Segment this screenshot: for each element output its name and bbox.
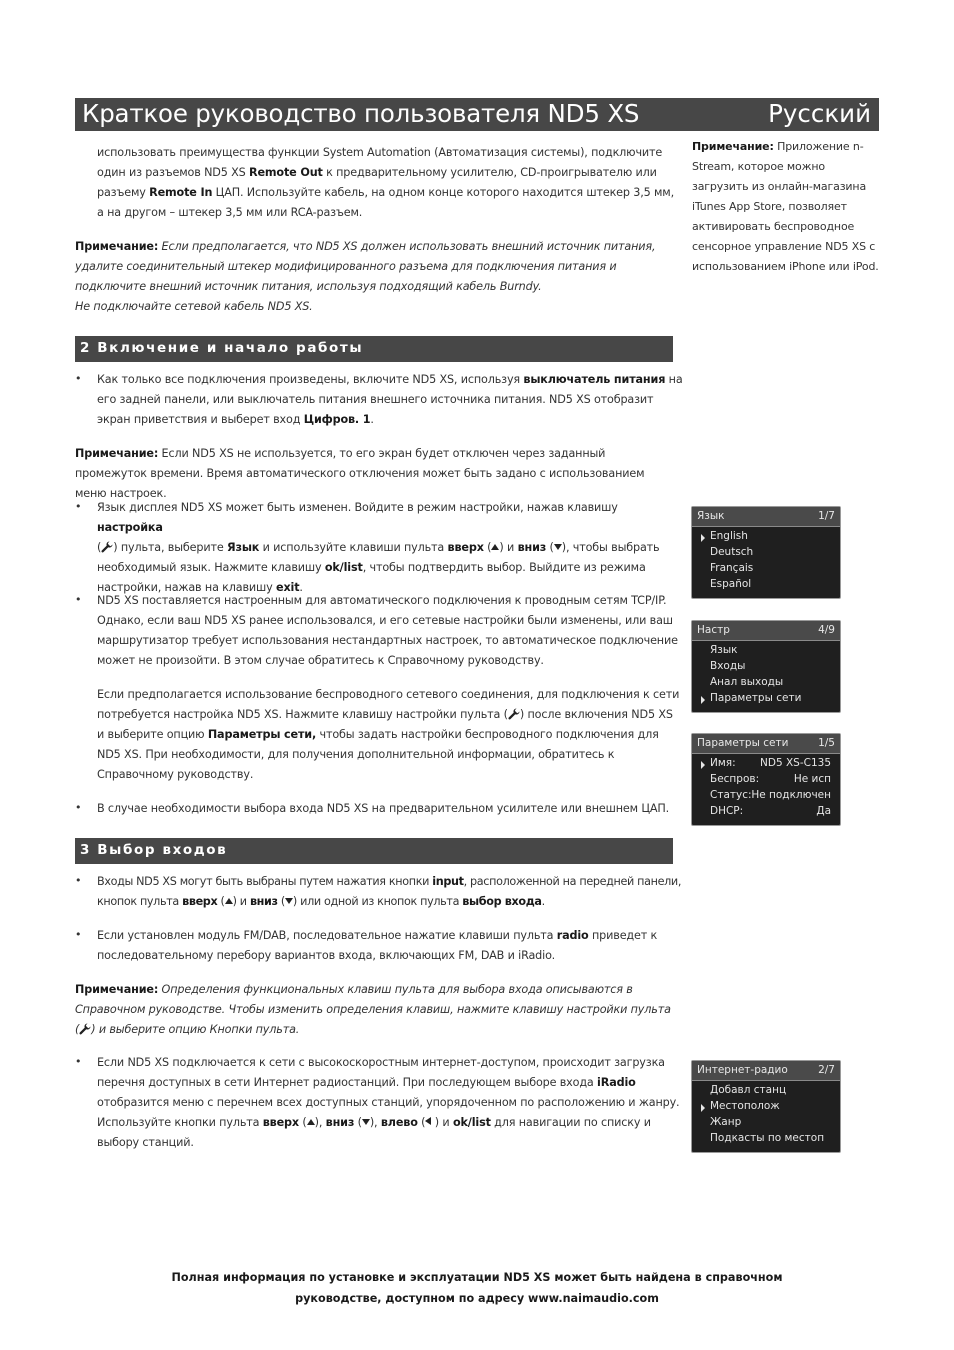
section-2-header bbox=[75, 336, 673, 362]
screen-page-indicator: 1/5 bbox=[818, 737, 835, 749]
arrow-down-icon bbox=[554, 544, 562, 550]
list-item: Если ND5 XS подключается к сети с высокоскоростным интернет-доступом, происходит загрузка перечня доступных в сети Интернет радиостанций. При последующем выборе входа iRadio отобразится меню с перечнем всех доступных станций, упорядоченном по расположению и жанру. Используйте кнопки пульта вверх ( ), вниз ( ), влево ( ) и ok/list для навигации по списку и выбору станций. bbox=[97, 1056, 680, 1149]
screen-title: Параметры сети bbox=[697, 737, 789, 749]
note-remote-keys: Примечание: Определения функциональных клавиш пульта для выбора входа описываются в Справочном руководстве. Чтобы изменить определения клавиш, нажмите клавишу настройки пульта ( ) и выберите опцию Кнопки пульта. bbox=[75, 983, 671, 1036]
selection-arrow-icon bbox=[701, 761, 705, 769]
bullet-marker: • bbox=[75, 593, 82, 606]
bullet-marker: • bbox=[75, 874, 82, 887]
screen-menu-item: Deutsch bbox=[710, 546, 754, 558]
screen-menu-item: English bbox=[692, 530, 840, 546]
intro-paragraph: использовать преимущества функции System Automation (Автоматизация системы), подключите один из разъемов ND5 XS Remote Out к предварительному усилителю, CD-проигрывателю или разъему Remote In ЦАП. Используйте кабель, на одном конце которого находится штекер 3,5 мм, а на другом – штекер 3,5 мм или RCA-разъем. bbox=[97, 146, 675, 219]
selection-arrow-icon bbox=[701, 696, 705, 704]
screen-menu-item: Имя: ND5 XS-C135 bbox=[692, 757, 840, 773]
footer-note bbox=[0, 1267, 954, 1309]
bullet-marker: • bbox=[75, 1055, 82, 1068]
list-item: Язык дисплея ND5 XS может быть изменен. Войдите в режим настройки, нажав клавишу настройка ( ) пульта, выберите Язык и используйте клавиши пульта вверх ( ) и вниз ( ), чтобы выбрать необходимый язык. Нажмите клавишу ok/list, чтобы подтвердить выбор. Выйдите из режима настройки, нажав на клавишу exit. bbox=[97, 501, 660, 594]
header-bar bbox=[75, 98, 879, 131]
bullet-marker: • bbox=[75, 801, 82, 814]
display-screen-setup bbox=[691, 620, 841, 713]
screen-menu-item: Местополож bbox=[692, 1100, 840, 1116]
screen-title: Интернет-радио bbox=[697, 1064, 788, 1076]
section-2-title: 2 Включение и начало работы bbox=[80, 340, 364, 356]
wrench-icon bbox=[79, 1023, 91, 1035]
note-auto-off: Примечание: Если ND5 XS не используется, то его экран будет отключен через заданный промежуток времени. Время автоматического отключения может быть задано с использованием меню настроек. bbox=[75, 447, 645, 500]
screen-page-indicator: 4/9 bbox=[818, 624, 835, 636]
section-3-header bbox=[75, 838, 673, 864]
display-screen-network bbox=[691, 733, 841, 826]
arrow-down-icon bbox=[285, 898, 293, 904]
language-label: Русский bbox=[768, 99, 871, 128]
screen-menu-item: Français bbox=[710, 562, 754, 574]
selection-arrow-icon bbox=[701, 534, 705, 542]
screen-page-indicator: 2/7 bbox=[818, 1064, 835, 1076]
screen-menu-item: DHCP: Да bbox=[710, 805, 831, 817]
display-screen-language bbox=[691, 506, 841, 599]
footer-line-2: руководстве, доступном по адресу www.naimaudio.com bbox=[295, 1292, 659, 1305]
arrow-down-icon bbox=[362, 1119, 370, 1125]
list-item: Как только все подключения произведены, включите ND5 XS, используя выключатель питания на его задней панели, или выключатель питания внешнего источника питания. ND5 XS отобразит экран приветствия и выберет вход Цифров. 1. bbox=[97, 373, 683, 426]
bullet-marker: • bbox=[75, 372, 82, 385]
screen-menu-item: Анал выходы bbox=[710, 676, 784, 688]
arrow-up-icon bbox=[225, 898, 233, 904]
wireless-paragraph: Если предполагается использование беспроводного сетевого соединения, для подключения к сети потребуется настройка ND5 XS. Нажмите клавишу настройки пульта ( ) после включения ND5 XS и выберите опцию Параметры сети, чтобы задать настройки беспроводного подключения для ND5 XS. При необходимости, для получения дополнительной информации, обратитесь к Справочному руководству. bbox=[97, 688, 680, 781]
wrench-icon bbox=[101, 541, 113, 553]
note-power-supply: Примечание: Если предполагается, что ND5 XS должен использовать внешний источник питания, удалите соединительный штекер модифицированного разъема для подключения питания и подключите внешний источник питания, используя подходящий кабель Burndy. Не подключайте сетевой кабель ND5 XS. bbox=[75, 240, 656, 313]
selection-arrow-icon bbox=[701, 1104, 705, 1112]
page-title: Краткое руководство пользователя ND5 XS bbox=[82, 99, 640, 128]
bullet-marker: • bbox=[75, 500, 82, 513]
screen-menu-item: Подкасты по местоп bbox=[710, 1132, 825, 1144]
list-item: Входы ND5 XS могут быть выбраны путем нажатия кнопки input, расположенной на передней панели, кнопок пульта вверх ( ) и вниз ( ) или одной из кнопок пульта выбор входа. bbox=[97, 875, 682, 908]
screen-title: Язык bbox=[697, 510, 725, 522]
section-3-title: 3 Выбор входов bbox=[80, 842, 228, 858]
list-item: Если установлен модуль FM/DAB, последовательное нажатие клавиши пульта radio приведет к последовательному перебору вариантов входа, включающих FM, DAB и iRadio. bbox=[97, 929, 658, 962]
screen-menu-item: Параметры сети bbox=[692, 692, 840, 708]
arrow-up-icon bbox=[307, 1119, 315, 1125]
list-item: В случае необходимости выбора входа ND5 XS на предварительном усилителе или внешнем ЦАП. bbox=[97, 802, 670, 815]
bullet-marker: • bbox=[75, 928, 82, 941]
screen-menu-item: Español bbox=[710, 578, 752, 590]
display-screen-internet-radio bbox=[691, 1060, 841, 1153]
screen-menu-item: Входы bbox=[710, 660, 746, 672]
screen-title: Настр bbox=[697, 624, 730, 636]
screen-menu-item: Язык bbox=[710, 644, 738, 656]
side-note-app: Примечание: Приложение n-Stream, которое можно загрузить из онлайн-магазина iTunes App Store, позволяет активировать беспроводное сенсорное управление ND5 XS с использованием iPhone или iPod. bbox=[692, 140, 879, 273]
footer-line-1: Полная информация по установке и эксплуатации ND5 XS может быть найдена в справочном bbox=[171, 1271, 783, 1284]
screen-page-indicator: 1/7 bbox=[818, 510, 835, 522]
screen-menu-item: Беспров: Не исп bbox=[710, 773, 831, 785]
screen-menu-item: Добавл станц bbox=[710, 1084, 787, 1096]
wrench-icon bbox=[508, 708, 520, 720]
screen-menu-item: Статус: Не подключен bbox=[710, 789, 831, 801]
list-item: ND5 XS поставляется настроенным для автоматического подключения к проводным сетям TCP/IP. Однако, если ваш ND5 XS ранее использовался, и его сетевые настройки были изменены, или ваш маршрутизатор требует использования нестандартных настроек, то автоматическое подключение может не произойти. В этом случае обратитесь к Справочному руководству. bbox=[97, 594, 678, 667]
screen-menu-item: Жанр bbox=[710, 1116, 742, 1128]
